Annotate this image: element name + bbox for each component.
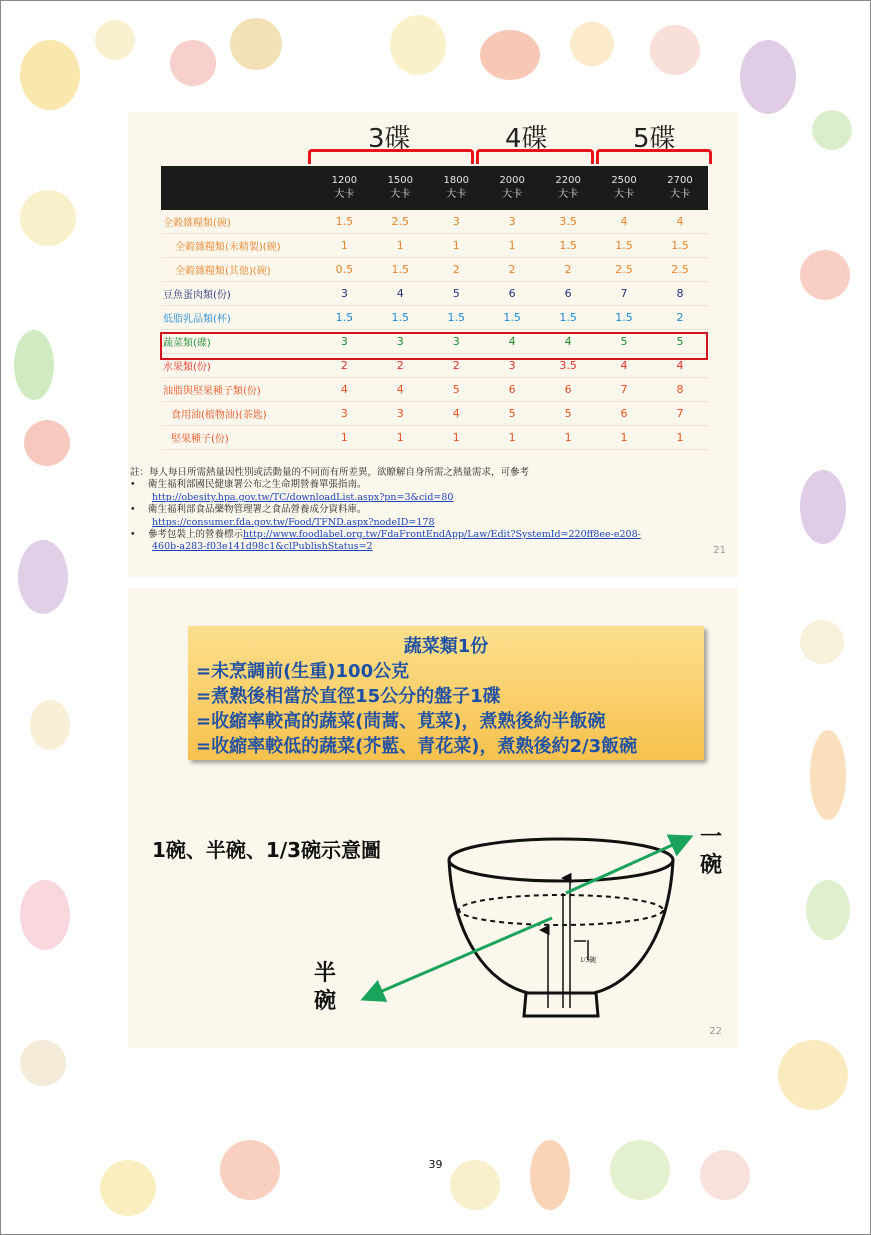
table-cell: 3 bbox=[428, 210, 484, 234]
table-cell: 6 bbox=[540, 378, 596, 402]
table-cell: 6 bbox=[484, 282, 540, 306]
table-cell: 3 bbox=[316, 402, 372, 426]
info-line: =收縮率較低的蔬菜(芥藍、青花菜)，煮熟後約2/3飯碗 bbox=[196, 736, 638, 757]
table-cell: 5 bbox=[484, 402, 540, 426]
table-cell: 4 bbox=[652, 354, 708, 378]
table-body bbox=[161, 210, 708, 450]
table-cell: 3 bbox=[372, 402, 428, 426]
table-cell: 1.5 bbox=[596, 234, 652, 258]
table-cell: 4 bbox=[316, 378, 372, 402]
row-label: 堅果種子(份) bbox=[161, 426, 316, 450]
table-cell: 1.5 bbox=[372, 306, 428, 330]
calorie-header: 2200 大卡 bbox=[540, 166, 596, 210]
calorie-table bbox=[161, 166, 708, 450]
table-cell: 5 bbox=[428, 282, 484, 306]
table-cell: 1 bbox=[372, 426, 428, 450]
table-cell: 1.5 bbox=[316, 210, 372, 234]
table-cell: 1.5 bbox=[596, 306, 652, 330]
row-label: 油脂與堅果種子類(份) bbox=[161, 378, 316, 402]
one-bowl-label: 一 碗 bbox=[700, 825, 723, 878]
table-row bbox=[161, 210, 708, 234]
row-label: 全穀雜糧類(碗) bbox=[161, 210, 316, 234]
bracket-5 bbox=[596, 149, 712, 164]
table-cell: 1.5 bbox=[540, 234, 596, 258]
info-line: =收縮率較高的蔬菜(茼蒿、莧菜)，煮熟後約半飯碗 bbox=[196, 711, 606, 732]
table-cell: 1.5 bbox=[372, 258, 428, 282]
calorie-header: 2700 大卡 bbox=[652, 166, 708, 210]
table-cell: 2 bbox=[372, 354, 428, 378]
bowl-diagram bbox=[128, 588, 738, 1048]
bowl-shape bbox=[449, 839, 673, 1016]
table-cell: 3 bbox=[428, 330, 484, 354]
table-cell: 1.5 bbox=[540, 306, 596, 330]
table-cell: 2.5 bbox=[652, 258, 708, 282]
row-label: 低脂乳品類(杯) bbox=[161, 306, 316, 330]
table-cell: 4 bbox=[484, 330, 540, 354]
dish-group-5: 5碟 bbox=[633, 124, 676, 154]
table-cell: 7 bbox=[652, 402, 708, 426]
note-link-1[interactable]: http://obesity.hpa.gov.tw/TC/downloadList.aspx?pn=3&cid=80 bbox=[152, 491, 454, 503]
table-cell: 2 bbox=[428, 258, 484, 282]
note-intro: 註：每人每日所需熱量因性別或活動量的不同而有所差異，欲瞭解自身所需之熱量需求，可參考 bbox=[130, 467, 530, 478]
table-cell: 3 bbox=[484, 354, 540, 378]
table-cell: 3 bbox=[484, 210, 540, 234]
row-label: 食用油(植物油)(茶匙) bbox=[161, 402, 316, 426]
table-cell: 4 bbox=[428, 402, 484, 426]
calorie-header: 2500 大卡 bbox=[596, 166, 652, 210]
table-cell: 1 bbox=[484, 426, 540, 450]
table-header-row bbox=[161, 166, 708, 210]
row-label: 水果類(份) bbox=[161, 354, 316, 378]
table-cell: 3 bbox=[372, 330, 428, 354]
vegetable-row-highlight bbox=[160, 332, 708, 360]
table-cell: 0.5 bbox=[316, 258, 372, 282]
table-cell: 1 bbox=[596, 426, 652, 450]
table-cell: 7 bbox=[596, 282, 652, 306]
table-cell: 3 bbox=[316, 330, 372, 354]
table-cell: 6 bbox=[596, 402, 652, 426]
table-cell: 1.5 bbox=[428, 306, 484, 330]
note-link-3-cont[interactable]: 460b-a283-f03e141d98c1&clPublishStatus=2 bbox=[152, 541, 373, 553]
table-cell: 8 bbox=[652, 282, 708, 306]
table-cell: 4 bbox=[652, 210, 708, 234]
table-corner bbox=[161, 166, 316, 210]
table-row bbox=[161, 402, 708, 426]
slide-page-number: 22 bbox=[709, 1026, 722, 1037]
note-link-3[interactable]: http://www.foodlabel.org.tw/FdaFrontEndApp/Law/Edit?SystemId=220ff8ee-e208- bbox=[243, 529, 641, 541]
row-label: 蔬菜類(碟) bbox=[161, 330, 316, 354]
table-cell: 2 bbox=[428, 354, 484, 378]
table-cell: 1 bbox=[316, 426, 372, 450]
table-notes bbox=[130, 467, 735, 554]
calorie-header: 2000 大卡 bbox=[484, 166, 540, 210]
calorie-header: 1800 大卡 bbox=[428, 166, 484, 210]
table-cell: 2.5 bbox=[596, 258, 652, 282]
info-line: =煮熟後相當於直徑15公分的盤子1碟 bbox=[196, 686, 501, 707]
bowl-diagram-title: 1碗、半碗、1/3碗示意圖 bbox=[152, 838, 382, 862]
bracket-4 bbox=[476, 149, 594, 164]
calorie-header: 1200 大卡 bbox=[316, 166, 372, 210]
info-title: 蔬菜類1份 bbox=[403, 636, 489, 657]
row-label: 全穀雜糧類(未精製)(碗) bbox=[161, 234, 316, 258]
table-cell: 1 bbox=[652, 426, 708, 450]
table-cell: 8 bbox=[652, 378, 708, 402]
table-cell: 1 bbox=[372, 234, 428, 258]
row-label: 全穀雜糧類(其他)(碗) bbox=[161, 258, 316, 282]
table-cell: 1.5 bbox=[652, 234, 708, 258]
table-cell: 6 bbox=[484, 378, 540, 402]
table-cell: 6 bbox=[540, 282, 596, 306]
table-cell: 1.5 bbox=[316, 306, 372, 330]
info-line: =未烹調前(生重)100公克 bbox=[196, 661, 410, 682]
table-cell: 3.5 bbox=[540, 210, 596, 234]
table-cell: 4 bbox=[540, 330, 596, 354]
table-cell: 4 bbox=[596, 210, 652, 234]
row-label: 豆魚蛋肉類(份) bbox=[161, 282, 316, 306]
table-cell: 7 bbox=[596, 378, 652, 402]
table-cell: 3 bbox=[316, 282, 372, 306]
slide-page-number: 21 bbox=[713, 545, 726, 556]
table-cell: 2 bbox=[484, 258, 540, 282]
note-item: • 參考包裝上的營養標示http://www.foodlabel.org.tw/FdaFrontEndApp/Law/Edit?SystemId=220ff8ee-e208- bbox=[130, 529, 641, 541]
table-row bbox=[161, 306, 708, 330]
calorie-header: 1500 大卡 bbox=[372, 166, 428, 210]
table-cell: 4 bbox=[372, 282, 428, 306]
table-row bbox=[161, 282, 708, 306]
slide-vegetable-portion bbox=[128, 588, 738, 1048]
note-item: • 衛生福利部食品藥物管理署之食品營養成分資料庫。 bbox=[130, 504, 367, 516]
half-bowl-arrow bbox=[366, 918, 552, 998]
third-bowl-label: 1/3碗 bbox=[580, 956, 596, 964]
table-cell: 2 bbox=[316, 354, 372, 378]
table-cell: 4 bbox=[372, 378, 428, 402]
bracket-3 bbox=[308, 149, 474, 164]
table-cell: 2 bbox=[652, 306, 708, 330]
table-row bbox=[161, 234, 708, 258]
dish-group-3: 3碟 bbox=[368, 124, 411, 154]
table-cell: 5 bbox=[540, 402, 596, 426]
page-number: 39 bbox=[428, 1158, 443, 1171]
table-cell: 5 bbox=[596, 330, 652, 354]
table-cell: 5 bbox=[652, 330, 708, 354]
table-cell: 2 bbox=[540, 258, 596, 282]
half-bowl-label: 半 碗 bbox=[314, 961, 337, 1014]
table-row bbox=[161, 258, 708, 282]
dish-group-4: 4碟 bbox=[505, 124, 548, 154]
slide-calorie-table bbox=[128, 112, 738, 577]
table-cell: 4 bbox=[596, 354, 652, 378]
table-cell: 3.5 bbox=[540, 354, 596, 378]
note-link-2[interactable]: https://consumer.fda.gov.tw/Food/TFND.aspx?nodeID=178 bbox=[152, 516, 435, 528]
table-cell: 2.5 bbox=[372, 210, 428, 234]
table-cell: 1.5 bbox=[484, 306, 540, 330]
table-cell: 1 bbox=[428, 234, 484, 258]
table-cell: 1 bbox=[428, 426, 484, 450]
note-item: • 衛生福利部國民健康署公布之生命期營養單張指南。 bbox=[130, 479, 367, 491]
table-cell: 1 bbox=[484, 234, 540, 258]
table-cell: 5 bbox=[428, 378, 484, 402]
table-cell: 1 bbox=[540, 426, 596, 450]
table-row bbox=[161, 378, 708, 402]
table-cell: 1 bbox=[316, 234, 372, 258]
table-row bbox=[161, 426, 708, 450]
